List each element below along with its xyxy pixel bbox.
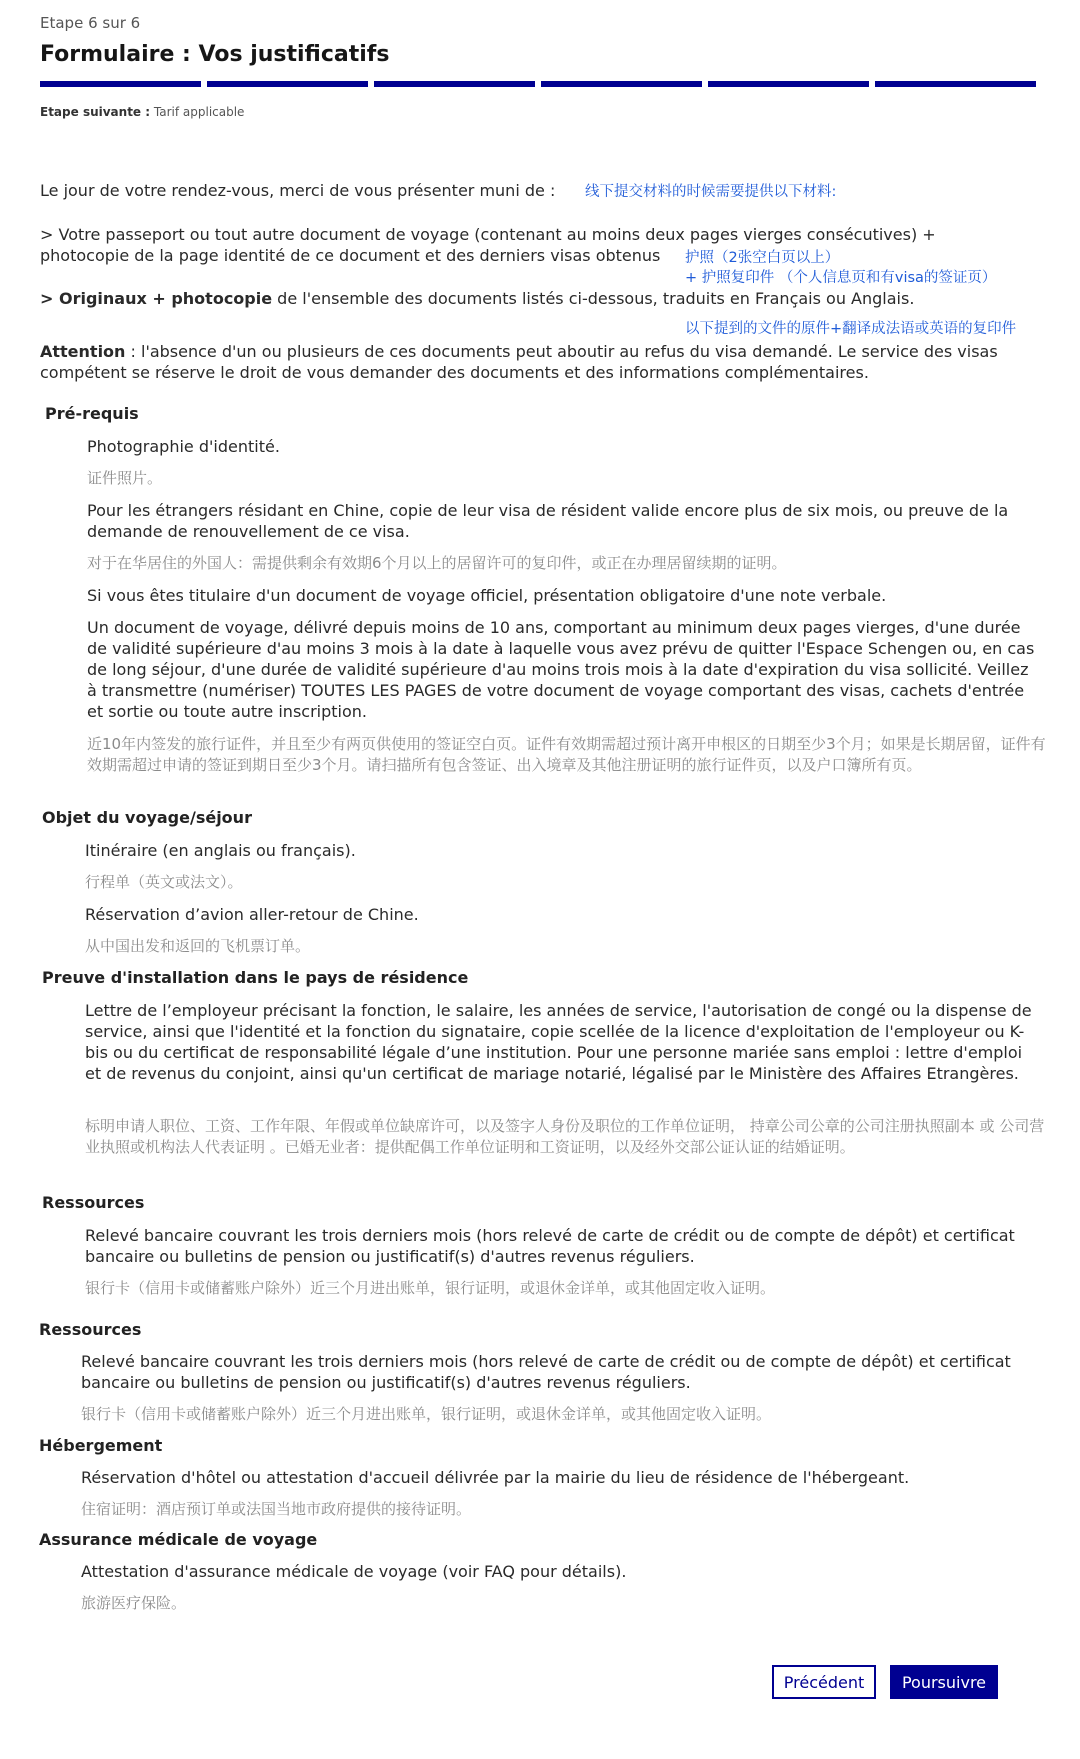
item-official-document: Si vous êtes titulaire d'un document de voyage officiel, présentation obligatoire d'une note verbale.: [87, 586, 887, 605]
item-travel-document: Un document de voyage, délivré depuis moins de 10 ans, comportant au minimum deux pages vierges, d'une durée de validité supérieure d'au moins 3 mois à la date à laquelle vous avez prévu de quitter l'Espace Schengen ou, en cas de long séjour, d'une durée de validité supérieure d'au moins trois mois à la date d'expiration du visa sollicité. Veillez à transmettre (numériser) TOUTES LES PAGES de votre document de voyage comportant des visas, cachets d'entrée et sortie ou toute autre inscription.: [87, 618, 1035, 721]
next-step-info: [40, 105, 244, 119]
item-itinerary: Itinéraire (en anglais ou français).: [85, 841, 356, 860]
item-photo-zh: 证件照片。: [87, 469, 163, 487]
section-title-prerequisites: Pré-requis: [45, 404, 139, 423]
step-indicator: Etape 6 sur 6: [40, 14, 141, 32]
item-itinerary-zh: 行程单（英文或法文）。: [85, 873, 243, 891]
originals-rest: de l'ensemble des documents listés ci-dessous, traduits en Français ou Anglais.: [272, 289, 915, 308]
continue-button[interactable]: Poursuivre: [890, 1665, 998, 1699]
originals-requirement: [40, 288, 1030, 309]
progress-segment: [374, 81, 535, 87]
item-resident-visa-zh: 对于在华居住的外国人：需提供剩余有效期6个月以上的居留许可的复印件，或正在办理居留续期的证明。: [87, 554, 787, 572]
item-insurance: Attestation d'assurance médicale de voyage (voir FAQ pour détails).: [81, 1562, 627, 1581]
item-travel-document-zh: 近10年内签发的旅行证件，并且至少有两页供使用的签证空白页。证件有效期需超过预计离开申根区的日期至少3个月；如果是长期居留，证件有效期需超过申请的签证到期日至少3个月。请扫描所有包含签证、出入境章及其他注册证明的旅行证件页，以及户口簿所有页。: [87, 735, 1046, 774]
progress-segment: [541, 81, 702, 87]
previous-button[interactable]: Précédent: [772, 1665, 876, 1699]
intro-text: Le jour de votre rendez-vous, merci de vous présenter muni de :: [40, 181, 556, 200]
item-insurance-zh: 旅游医疗保险。: [81, 1594, 187, 1612]
section-title-insurance: Assurance médicale de voyage: [39, 1530, 318, 1549]
passport-note-1: 护照（2张空白页以上）: [685, 250, 840, 266]
section-title-residence-proof: Preuve d'installation dans le pays de résidence: [42, 968, 469, 987]
passport-requirement: > Votre passeport ou tout autre document de voyage (contenant au moins deux pages vierges consécutives) + photocopie de la page identité de ce document et des derniers visas obtenus: [40, 225, 936, 265]
attention-rest: : l'absence d'un ou plusieurs de ces documents peut aboutir au refus du visa demandé. Le service des visas compétent se réserve le droit de vous demander des documents et des informations complémentaires.: [40, 342, 998, 382]
originals-bold: > Originaux + photocopie: [40, 289, 273, 308]
item-bank-statement-2: Relevé bancaire couvrant les trois derniers mois (hors relevé de carte de crédit ou de compte de dépôt) et certificat bancaire ou bulletins de pension ou justificatif(s) d'autres revenus réguliers.: [81, 1352, 1011, 1392]
item-bank-statement-2-zh: 银行卡（信用卡或储蓄账户除外）近三个月进出账单，银行证明，或退休金详单，或其他固定收入证明。: [81, 1405, 772, 1423]
section-title-resources-2: Ressources: [39, 1320, 142, 1339]
progress-segment: [875, 81, 1036, 87]
item-employer-letter: Lettre de l’employeur précisant la fonction, le salaire, les années de service, l'autorisation de congé ou la dispense de service, ainsi que l'identité et la fonction du signataire, copie scellée de la licence d'exploitation de l'employeur ou K-bis ou du certificat de responsabilité légale d’une institution. Pour une personne mariée sans emploi : lettre d'emploi et de revenus du conjoint, ainsi qu'un certificat de mariage notarié, légalisé par le Ministère des Affaires Etrangères.: [85, 1001, 1032, 1083]
item-bank-statement-zh: 银行卡（信用卡或储蓄账户除外）近三个月进出账单，银行证明，或退休金详单，或其他固定收入证明。: [85, 1279, 776, 1297]
item-hotel-booking: Réservation d'hôtel ou attestation d'accueil délivrée par la mairie du lieu de résidence de l'hébergeant.: [81, 1468, 910, 1487]
next-step-label: Etape suivante :: [40, 105, 151, 119]
item-flight-booking: Réservation d’avion aller-retour de Chine.: [85, 905, 419, 924]
originals-note: 以下提到的文件的原件+翻译成法语或英语的复印件: [685, 321, 1017, 337]
item-flight-booking-zh: 从中国出发和返回的飞机票订单。: [85, 937, 311, 955]
section-title-resources: Ressources: [42, 1193, 145, 1212]
next-step-value: Tarif applicable: [153, 105, 245, 119]
item-employer-letter-zh: 标明申请人职位、工资、工作年限、年假或单位缺席许可，以及签字人身份及职位的工作单位证明， 持章公司公章的公司注册执照副本 或 公司营业执照或机构法人代表证明 。已婚无业者：提供配偶工作单位证明和工资证明，以及经外交部公证认证的结婚证明。: [85, 1117, 1045, 1156]
section-title-trip-purpose: Objet du voyage/séjour: [42, 808, 252, 827]
item-resident-visa: Pour les étrangers résidant en Chine, copie de leur visa de résident valide encore plus de six mois, ou preuve de la demande de renouvellement de ce visa.: [87, 501, 1009, 541]
attention-text: [40, 341, 1030, 383]
progress-segment: [708, 81, 869, 87]
passport-note-2: + 护照复印件 （个人信息页和有visa的签证页）: [685, 270, 997, 286]
item-bank-statement: Relevé bancaire couvrant les trois derniers mois (hors relevé de carte de crédit ou de compte de dépôt) et certificat bancaire ou bulletins de pension ou justificatif(s) d'autres revenus réguliers.: [85, 1226, 1015, 1266]
attention-bold: Attention: [40, 342, 126, 361]
progress-segment: [207, 81, 368, 87]
step-progress-bar: [40, 81, 1036, 87]
item-photo: Photographie d'identité.: [87, 437, 280, 456]
section-title-accommodation: Hébergement: [39, 1436, 163, 1455]
item-hotel-booking-zh: 住宿证明：酒店预订单或法国当地市政府提供的接待证明。: [81, 1500, 472, 1518]
progress-segment: [40, 81, 201, 87]
intro-note: 线下提交材料的时候需要提供以下材料:: [585, 184, 837, 200]
page-title: Formulaire : Vos justificatifs: [40, 42, 390, 67]
